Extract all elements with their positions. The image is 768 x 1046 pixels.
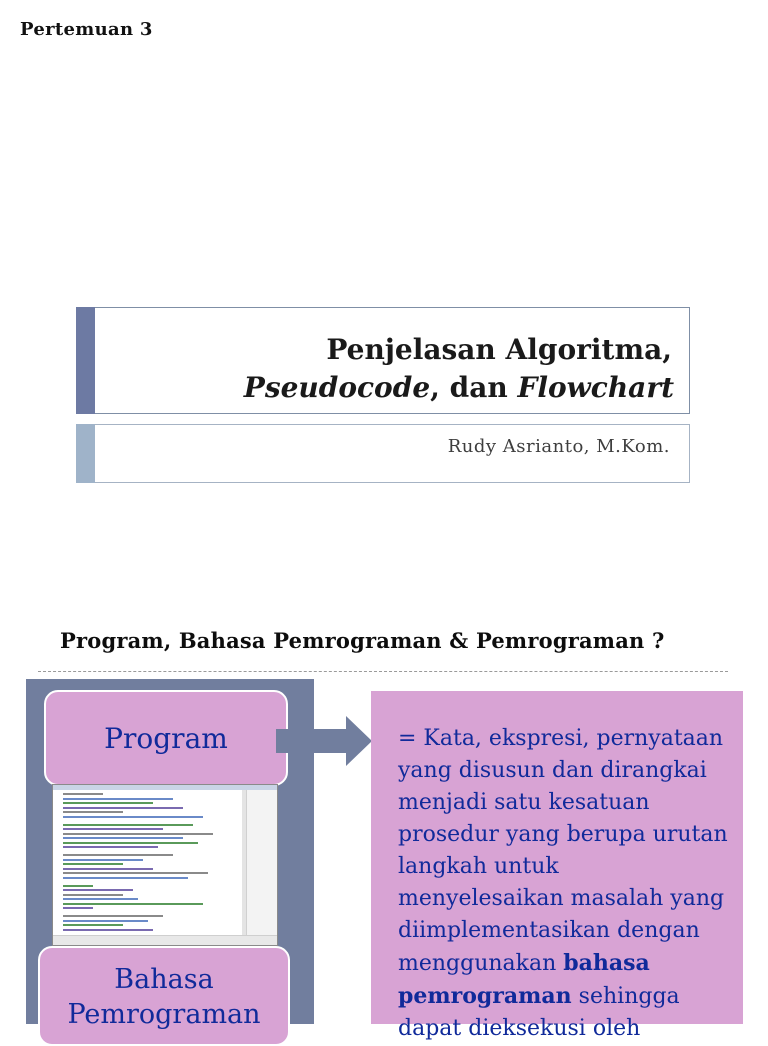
code-line — [63, 798, 173, 800]
slide-heading: Program, Bahasa Pemrograman & Pemrograman ? — [60, 628, 665, 653]
code-line — [63, 833, 213, 835]
code-line — [63, 846, 158, 848]
code-line — [63, 793, 103, 795]
program-box: Program — [44, 690, 288, 786]
code-line — [63, 824, 193, 826]
code-line — [63, 907, 93, 909]
code-line — [63, 837, 183, 839]
code-line — [63, 811, 123, 813]
code-line — [63, 920, 148, 922]
code-line — [63, 924, 123, 926]
outline-panel — [246, 790, 277, 938]
code-line — [63, 863, 123, 865]
code-line — [63, 872, 208, 874]
code-line — [63, 898, 138, 900]
code-line — [63, 859, 143, 861]
title-term-pseudocode: Pseudocode — [243, 371, 431, 404]
code-line — [63, 807, 183, 809]
code-line — [63, 929, 153, 931]
right-arrow-icon — [276, 716, 372, 766]
title-line-1: Penjelasan Algoritma, — [326, 333, 672, 366]
code-line — [63, 885, 93, 887]
bahasa-pemrograman-box — [38, 946, 290, 1046]
title-accent-bar — [76, 307, 95, 414]
code-line — [63, 828, 163, 830]
code-editor-screenshot — [52, 784, 278, 946]
dashed-divider — [38, 671, 728, 672]
code-line — [63, 842, 198, 844]
code-line — [63, 868, 153, 870]
bahasa-label-line-2: Pemrograman — [67, 999, 261, 1030]
title-term-flowchart: Flowchart — [517, 371, 674, 404]
code-line — [63, 903, 203, 905]
code-line — [63, 802, 153, 804]
subtitle-accent-bar — [76, 424, 95, 483]
definition-prefix: = Kata, ekspresi, pernyataan yang disusun dan dirangkai menjadi satu kesatuan prosedur yang berupa urutan langkah untuk menyelesaikan masalah yang diimplementasikan dengan menggunakan — [398, 726, 728, 976]
meeting-label: Pertemuan 3 — [20, 19, 153, 40]
title-line-2 — [244, 371, 674, 404]
editor-status-bar — [53, 935, 277, 945]
code-line — [63, 894, 123, 896]
definition-bold-term: bahasa pemrograman — [398, 950, 650, 1009]
definition-text — [398, 723, 728, 1045]
bahasa-label-line-1: Bahasa — [114, 964, 214, 995]
definition-suffix: sehingga dapat dieksekusi oleh — [398, 984, 680, 1041]
author-name: Rudy Asrianto, M.Kom. — [447, 436, 670, 457]
code-line — [63, 889, 133, 891]
code-line — [63, 854, 173, 856]
code-line — [63, 816, 203, 818]
title-separator: , dan — [430, 371, 518, 404]
code-line — [63, 877, 188, 879]
code-line — [63, 915, 163, 917]
